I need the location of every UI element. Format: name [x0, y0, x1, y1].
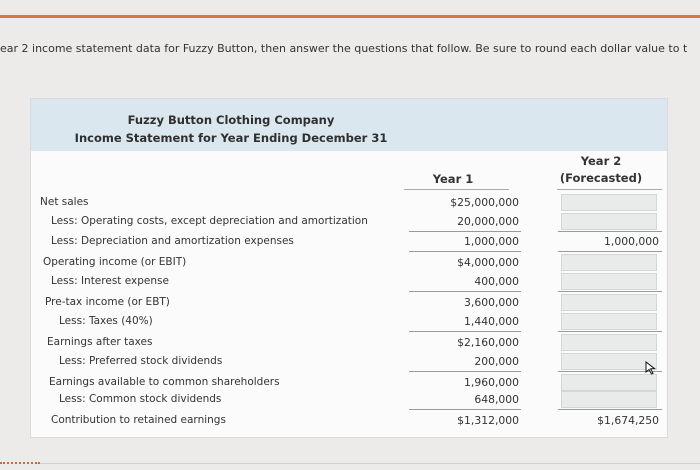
year2-forecast-label: (Forecasted)	[559, 171, 643, 185]
table-row	[31, 293, 667, 313]
subtotal-rule	[409, 291, 521, 292]
year2-input-common-dividends[interactable]	[561, 391, 657, 408]
year2-input-net-sales[interactable]	[561, 194, 657, 211]
year1-header: Year 1	[432, 172, 474, 186]
income-statement-table	[30, 98, 668, 438]
row-label: Less: Taxes (40%)	[59, 315, 153, 327]
row-label: Net sales	[40, 196, 89, 208]
year2-value: 1,000,000	[604, 235, 659, 248]
year2-input-taxes[interactable]	[561, 313, 657, 330]
bottom-divider	[35, 463, 700, 464]
company-name: Fuzzy Button Clothing Company	[127, 113, 335, 127]
table-row	[31, 333, 667, 353]
year2-input-preferred-dividends[interactable]	[561, 353, 657, 370]
year2-header-underline	[557, 189, 662, 190]
year1-value: 648,000	[474, 393, 519, 406]
row-label: Less: Operating costs, except depreciation and amortization	[51, 215, 368, 227]
table-row	[31, 232, 667, 252]
subtotal-rule	[409, 409, 521, 410]
year1-header-underline	[404, 189, 509, 190]
subtotal-rule	[558, 331, 662, 332]
subtotal-rule	[409, 251, 521, 252]
top-accent-rule	[0, 15, 700, 18]
row-label: Less: Preferred stock dividends	[59, 355, 223, 367]
year1-value: $1,312,000	[457, 414, 519, 427]
year2-input-operating-costs[interactable]	[561, 213, 657, 230]
row-label: Less: Common stock dividends	[59, 393, 222, 405]
subtotal-rule	[558, 251, 662, 252]
year2-input-earnings-common[interactable]	[561, 374, 657, 391]
year1-value: 1,000,000	[464, 235, 519, 248]
row-label: Contribution to retained earnings	[51, 414, 226, 426]
table-row	[31, 253, 667, 273]
year1-value: 1,440,000	[464, 315, 519, 328]
year1-value: 400,000	[474, 275, 519, 288]
subtotal-rule	[409, 371, 521, 372]
row-label: Less: Interest expense	[51, 275, 169, 287]
table-row	[31, 312, 667, 332]
year1-value: $2,160,000	[457, 336, 519, 349]
bottom-dotted-accent	[0, 462, 40, 470]
row-label: Less: Depreciation and amortization expenses	[51, 235, 294, 247]
statement-title: Income Statement for Year Ending December 31	[74, 131, 388, 145]
table-row	[31, 212, 667, 232]
subtotal-rule	[558, 409, 662, 410]
row-label: Earnings after taxes	[47, 336, 153, 348]
year1-value: $4,000,000	[457, 256, 519, 269]
year1-value: 200,000	[474, 355, 519, 368]
year1-value: $25,000,000	[450, 196, 519, 209]
year2-header: Year 2	[580, 154, 622, 168]
table-row	[31, 272, 667, 292]
year2-input-ebt[interactable]	[561, 294, 657, 311]
row-label: Earnings available to common shareholders	[49, 376, 280, 388]
row-label: Pre-tax income (or EBT)	[45, 296, 170, 308]
year2-input-ebit[interactable]	[561, 254, 657, 271]
table-row	[31, 193, 667, 213]
year2-input-eat[interactable]	[561, 334, 657, 351]
table-row	[31, 352, 667, 372]
subtotal-rule	[558, 291, 662, 292]
instruction-text: ear 2 income statement data for Fuzzy Button, then answer the questions that follow. Be sure to round each dollar value to t	[0, 42, 688, 55]
year2-value: $1,674,250	[597, 414, 659, 427]
year1-value: 20,000,000	[457, 215, 519, 228]
table-row	[31, 411, 667, 431]
mouse-pointer-icon	[645, 361, 657, 379]
year1-value: 1,960,000	[464, 376, 519, 389]
year2-input-interest[interactable]	[561, 273, 657, 290]
subtotal-rule	[409, 331, 521, 332]
year1-value: 3,600,000	[464, 296, 519, 309]
table-row	[31, 390, 667, 410]
row-label: Operating income (or EBIT)	[43, 256, 187, 268]
